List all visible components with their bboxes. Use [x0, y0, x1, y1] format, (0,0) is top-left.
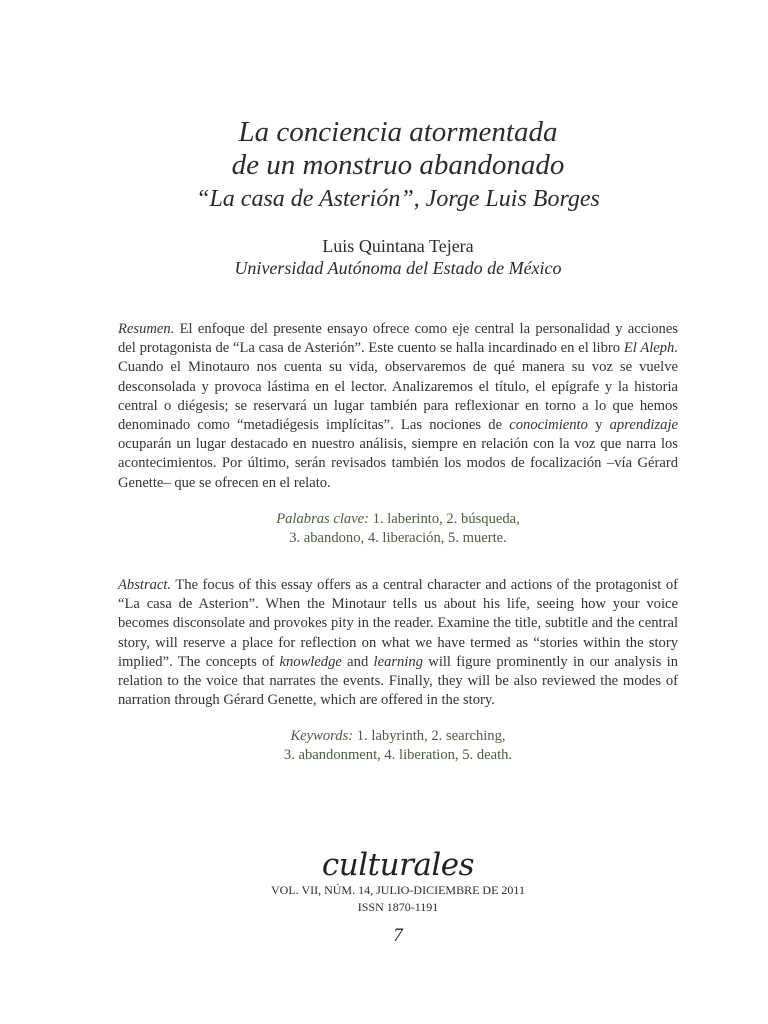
article-first-page — [118, 0, 678, 1024]
resumen-text-2: Cuando el Minotauro nos cuenta su vida, observaremos de qué manera su voz se vuelve desconsolada y provoca lástima en el lector. Analizaremos el título, el epígrafe y la historia central o diégesis; se reservará un lugar también para reflexionar en torno a lo que hemos denominado como “metadiégesis implícitas”. Las nociones de — [118, 359, 678, 434]
abstract-text-1: The focus of this essay offers as a central character and actions of the protagonist of “La casa de Asterion”. When the Minotaur tells us about his life, seeing how your voice becomes disconsolate and provokes pity in the reader. Examine the title, subtitle and the central story, will reserve a place for reflection on what we have termed as “stories within the story implied”. The concepts of — [118, 577, 678, 670]
abstract-paragraph — [118, 576, 678, 710]
author-affiliation: Universidad Autónoma del Estado de México — [234, 258, 562, 278]
page-number: 7 — [393, 925, 403, 946]
resumen-term-conocimiento: conocimiento — [509, 417, 588, 434]
title-line-1: La conciencia atormentada — [238, 116, 558, 148]
resumen-text-3: y — [587, 417, 610, 434]
keywords-text-1: 1. labyrinth, 2. searching, — [353, 728, 506, 744]
resumen-term-aprendizaje: aprendizaje — [609, 417, 678, 434]
journal-volume: VOL. VII, NÚM. 14, JULIO-DICIEMBRE DE 2011 — [271, 883, 525, 897]
abstract-label: Abstract. — [118, 577, 172, 593]
keywords-line-1 — [118, 727, 678, 746]
abstract-text-2: and — [341, 653, 374, 670]
journal-issn: ISSN 1870-1191 — [357, 900, 439, 914]
keywords — [118, 727, 678, 765]
article-title — [118, 116, 678, 214]
palabras-clave — [118, 510, 678, 548]
journal-footer — [118, 848, 678, 916]
palabras-clave-label: Palabras clave: — [276, 511, 370, 527]
abstract-term-knowledge: knowledge — [279, 653, 342, 670]
author-name: Luis Quintana Tejera — [322, 236, 474, 256]
abstract-text-3: will figure prominently in our analysis in relation to the voice that narrates the events. Finally, they will be also reviewed the modes of narration through Gérard Genette, which are offered in the story. — [118, 653, 678, 709]
resumen-text-1: El enfoque del presente ensayo ofrece como eje central la personalidad y acciones del protagonista de “La casa de Asterión”. Este cuento se halla incardinado en el libro — [118, 321, 678, 357]
resumen-book-title: El Aleph. — [623, 340, 679, 357]
palabras-clave-line-1 — [118, 510, 678, 529]
resumen-text-4: ocuparán un lugar destacado en nuestro análisis, siempre en relación con la voz que narra los acontecimientos. Por último, serán revisados también los modos de focalización –vía Gérard Genette– que se ofrecen en el relato. — [118, 436, 678, 491]
palabras-clave-line-2: 3. abandono, 4. liberación, 5. muerte. — [289, 530, 507, 547]
abstract-term-learning: learning — [373, 653, 423, 670]
resumen-paragraph — [118, 320, 678, 493]
article-subtitle: “La casa de Asterión”, Jorge Luis Borges — [196, 186, 600, 212]
author-block — [118, 235, 678, 279]
journal-logo: culturales — [321, 847, 475, 883]
title-line-2: de un monstruo abandonado — [231, 149, 565, 181]
keywords-line-2: 3. abandonment, 4. liberation, 5. death. — [283, 747, 513, 764]
resumen-label: Resumen. — [118, 321, 175, 337]
palabras-clave-text-1: 1. laberinto, 2. búsqueda, — [369, 511, 520, 527]
keywords-label: Keywords: — [290, 728, 354, 744]
